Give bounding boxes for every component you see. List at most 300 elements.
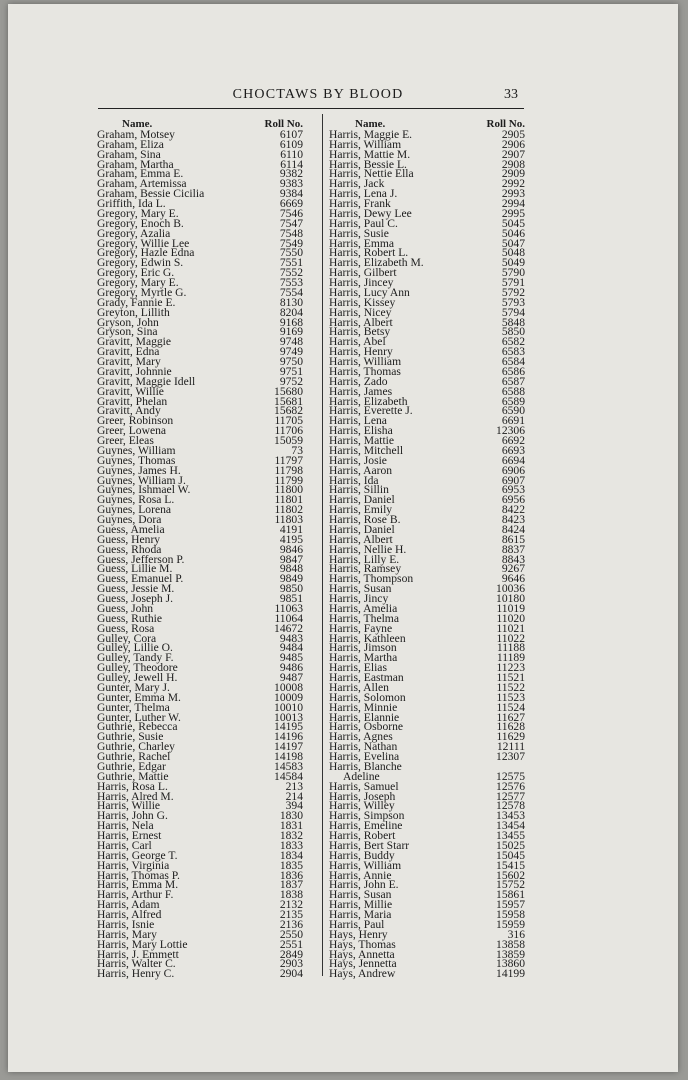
entry-roll-number: 6907 xyxy=(501,473,525,487)
entry-roll-number: 7553 xyxy=(279,276,303,289)
entry-name: Harris, Kathleen xyxy=(329,631,406,645)
entry-roll-number: 10180 xyxy=(496,592,525,605)
entry-roll-number: 214 xyxy=(285,789,303,803)
entry-roll-number: 11706 xyxy=(274,424,303,438)
entry-roll-number: 9848 xyxy=(279,562,303,576)
entry-roll-number: 11800 xyxy=(274,483,303,497)
entry-name: Hays, Henry xyxy=(329,927,388,941)
entry-roll-number: 15025 xyxy=(496,838,525,852)
entry-roll-number: 9849 xyxy=(279,572,303,586)
entry-name: Adeline xyxy=(343,769,380,783)
header-rule xyxy=(98,108,524,109)
entry-name: Harris, Willey xyxy=(329,799,395,813)
entry-roll-number: 15059 xyxy=(274,434,303,447)
entry-roll-number: 9487 xyxy=(279,671,303,684)
entry-roll-number: 5850 xyxy=(501,325,525,339)
entry-name: Harris, Rose B. xyxy=(329,513,401,526)
entry-name: Harris, Lena xyxy=(329,414,387,428)
entry-roll-number: 11627 xyxy=(496,710,525,724)
entry-name: Harris, Lucy Ann xyxy=(329,285,410,299)
entry-roll-number: 15415 xyxy=(496,858,525,872)
entry-roll-number: 6583 xyxy=(501,345,525,359)
entry-roll-number: 9851 xyxy=(279,592,303,605)
entry-roll-number: 9846 xyxy=(279,542,303,556)
entry-name: Harris, Lilly E. xyxy=(329,552,400,566)
entry-name: Harris, Allen xyxy=(329,680,389,694)
entry-name: Harris, Josie xyxy=(329,453,387,467)
entry-roll-number: 9168 xyxy=(279,315,303,329)
entry-name: Harris, Henry xyxy=(329,345,393,359)
entry-roll-number: 1831 xyxy=(279,819,303,833)
entry-name: Gunter, Luther W. xyxy=(97,710,181,724)
entry-name: Harris, Solomon xyxy=(329,690,406,704)
entry-roll-number: 2994 xyxy=(501,197,525,210)
entry-roll-number: 6584 xyxy=(501,355,525,368)
entry-roll-number: 7547 xyxy=(279,216,303,230)
entry-roll-number: 8843 xyxy=(501,552,525,566)
entry-roll-number: 2909 xyxy=(501,167,525,181)
entry-name: Graham, Artemissa xyxy=(97,177,187,191)
entry-name: Harris, Abel xyxy=(329,335,386,349)
entry-name: Harris, Nathan xyxy=(329,740,398,754)
entry-roll-number: 1838 xyxy=(279,888,303,902)
entry-roll-number: 8837 xyxy=(501,542,525,556)
entry-name: Harris, Osborne xyxy=(329,720,404,734)
entry-roll-number: 11189 xyxy=(496,651,525,665)
entry-roll-number: 5046 xyxy=(501,226,525,240)
entry-roll-number: 7552 xyxy=(279,266,303,280)
entry-name: Harris, Emma xyxy=(329,236,395,250)
entry-name: Harris, Minnie xyxy=(329,700,398,714)
entry-roll-number: 11798 xyxy=(274,463,303,477)
entry-name: Harris, Willie xyxy=(97,799,161,813)
entry-name: Harris, Fayne xyxy=(329,621,393,635)
entry-roll-number: 2135 xyxy=(279,908,303,921)
entry-name: Harris, Jack xyxy=(329,177,385,191)
entry-name: Greyton, Lillith xyxy=(97,305,170,319)
entry-name: Harris, Martha xyxy=(329,651,398,665)
entry-roll-number: 6590 xyxy=(501,404,525,418)
entry-name: Harris, Mary xyxy=(97,927,157,941)
entry-name: Harris, Blanche xyxy=(329,759,402,773)
entry-name: Harris, Samuel xyxy=(329,779,399,793)
entry-name: Guess, Henry xyxy=(97,532,161,546)
entry-name: Harris, Simpson xyxy=(329,809,405,823)
entry-name: Guynes, Rosa L. xyxy=(97,493,175,507)
entry-roll-number: 5790 xyxy=(501,266,525,280)
entry-name: Gregory, Mary E. xyxy=(97,206,179,220)
entry-name: Gravitt, Willie xyxy=(97,384,164,398)
entry-name: Guess, Rhoda xyxy=(97,542,162,556)
entry-name: Guynes, Dora xyxy=(97,513,162,526)
entry-roll-number: 8130 xyxy=(279,295,303,309)
entry-name: Guess, Amelia xyxy=(97,522,165,536)
entry-roll-number: 8423 xyxy=(501,513,525,526)
entry-name: Guthrie, Edgar xyxy=(97,759,166,773)
name-header: Name. xyxy=(355,118,386,130)
entry-roll-number: 15681 xyxy=(274,394,303,408)
entry-name: Harris, Rosa L. xyxy=(97,779,168,793)
entry-roll-number: 15682 xyxy=(274,404,303,418)
entry-name: Harris, Mattie M. xyxy=(329,147,411,161)
entry-name: Harris, George T. xyxy=(97,848,178,862)
entry-name: Harris, Betsy xyxy=(329,325,391,339)
entry-name: Harris, William xyxy=(329,355,402,368)
entry-roll-number: 2849 xyxy=(279,947,303,961)
entry-name: Harris, Mattie xyxy=(329,434,395,447)
entry-name: Harris, Evelina xyxy=(329,750,400,763)
entry-name: Graham, Bessie Cicilia xyxy=(97,187,205,201)
entry-name: Guynes, William xyxy=(97,443,176,457)
entry-name: Harris, Arthur F. xyxy=(97,888,174,902)
entry-name: Graham, Emma E. xyxy=(97,167,184,181)
entry-roll-number: 9384 xyxy=(279,187,303,201)
entry-name: Guynes, Thomas xyxy=(97,453,176,467)
entry-roll-number: 11223 xyxy=(496,661,525,675)
entry-name: Gravitt, Andy xyxy=(97,404,161,418)
entry-roll-number: 8424 xyxy=(501,522,525,536)
entry-name: Guthrie, Charley xyxy=(97,740,175,754)
entry-roll-number: 15752 xyxy=(496,878,525,892)
entry-name: Guess, Lillie M. xyxy=(97,562,173,576)
entry-roll-number: 9382 xyxy=(279,167,303,181)
entry-name: Harris, Maggie E. xyxy=(329,127,413,141)
entry-roll-number: 9169 xyxy=(279,325,303,339)
entry-roll-number: 10010 xyxy=(274,700,303,714)
entry-name: Harris, Alred M. xyxy=(97,789,174,803)
roll-entry xyxy=(97,969,303,979)
entry-roll-number: 12111 xyxy=(496,740,525,754)
entry-roll-number: 14195 xyxy=(274,720,303,734)
entry-name: Harris, Lena J. xyxy=(329,187,398,201)
entry-name: Griffith, Ida L. xyxy=(97,197,166,210)
entry-roll-number: 15861 xyxy=(496,888,525,902)
entry-roll-number: 12576 xyxy=(496,779,525,793)
entry-roll-number: 2903 xyxy=(279,957,303,971)
roll-header: Roll No. xyxy=(486,118,525,130)
entry-roll-number: 6691 xyxy=(501,414,525,428)
entry-roll-number: 6587 xyxy=(501,374,525,388)
entry-roll-number: 14199 xyxy=(496,967,525,981)
entry-roll-number: 4191 xyxy=(279,522,303,536)
entry-roll-number: 11063 xyxy=(274,601,303,615)
entry-name: Harris, Emeline xyxy=(329,819,403,833)
entry-name: Greer, Eleas xyxy=(97,434,154,447)
entry-roll-number: 14584 xyxy=(274,769,303,783)
entry-roll-number: 13453 xyxy=(496,809,525,823)
entry-roll-number: 73 xyxy=(291,443,303,457)
entry-roll-number: 9486 xyxy=(279,661,303,675)
entry-roll-number: 15045 xyxy=(496,848,525,862)
entry-name: Harris, Walter C. xyxy=(97,957,176,971)
entry-name: Harris, Everette J. xyxy=(329,404,413,418)
entry-roll-number: 14672 xyxy=(274,621,303,635)
entry-name: Gravitt, Phelan xyxy=(97,394,168,408)
entry-name: Harris, Aaron xyxy=(329,463,393,477)
entry-name: Harris, Virginia xyxy=(97,858,170,872)
entry-name: Guess, Jefferson P. xyxy=(97,552,185,566)
entry-roll-number: 11797 xyxy=(274,453,303,467)
entry-name: Gregory, Azalia xyxy=(97,226,171,240)
entry-roll-number: 394 xyxy=(285,799,303,813)
entry-roll-number: 2550 xyxy=(279,927,303,941)
entry-name: Hays, Thomas xyxy=(329,937,396,951)
entry-roll-number: 11188 xyxy=(496,641,525,655)
entry-roll-number: 15957 xyxy=(496,898,525,912)
entry-roll-number: 13455 xyxy=(496,829,525,842)
entry-roll-number: 1834 xyxy=(279,848,303,862)
entry-name: Gulley, Lillie O. xyxy=(97,641,173,655)
entry-name: Harris, Thelma xyxy=(329,611,399,625)
entry-roll-number: 6953 xyxy=(501,483,525,497)
entry-name: Harris, John E. xyxy=(329,878,399,892)
entry-roll-number: 13859 xyxy=(496,947,525,961)
entry-name: Harris, Thomas xyxy=(329,364,401,378)
left-column xyxy=(97,120,303,979)
entry-name: Harris, Bessie L. xyxy=(329,157,407,171)
entry-roll-number: 12577 xyxy=(496,789,525,803)
entry-roll-number: 2907 xyxy=(501,147,525,161)
entry-name: Hays, Annetta xyxy=(329,947,395,961)
entry-name: Harris, Adam xyxy=(97,898,160,912)
entry-name: Harris, Emily xyxy=(329,503,393,517)
entry-roll-number: 1830 xyxy=(279,809,303,823)
entry-roll-number: 2908 xyxy=(501,157,525,171)
entry-roll-number: 2992 xyxy=(501,177,525,191)
entry-name: Harris, Agnes xyxy=(329,730,393,744)
entry-name: Hays, Jennetta xyxy=(329,957,397,971)
entry-name: Guess, Emanuel P. xyxy=(97,572,184,586)
page-number: 33 xyxy=(504,87,518,102)
entry-name: Gravitt, Johnnie xyxy=(97,364,172,378)
entry-roll-number: 11022 xyxy=(496,631,525,645)
entry-name: Harris, Eastman xyxy=(329,671,404,684)
entry-roll-number: 2995 xyxy=(501,206,525,220)
entry-roll-number: 14198 xyxy=(274,750,303,763)
entry-roll-number: 1835 xyxy=(279,858,303,872)
entry-name: Harris, Buddy xyxy=(329,848,395,862)
entry-name: Gregory, Edwin S. xyxy=(97,256,184,270)
entry-name: Harris, Jimson xyxy=(329,641,397,655)
entry-roll-number: 14196 xyxy=(274,730,303,744)
entry-name: Harris, Sillin xyxy=(329,483,389,497)
entry-name: Guynes, James H. xyxy=(97,463,181,477)
entry-roll-number: 11705 xyxy=(274,414,303,428)
entry-roll-number: 2136 xyxy=(279,917,303,931)
entry-name: Harris, Mary Lottie xyxy=(97,937,188,951)
entry-roll-number: 6114 xyxy=(280,157,303,171)
entry-name: Gravitt, Edna xyxy=(97,345,160,359)
entry-name: Graham, Martha xyxy=(97,157,174,171)
entry-roll-number: 1832 xyxy=(279,829,303,842)
entry-roll-number: 7551 xyxy=(279,256,303,270)
entry-name: Harris, Robert xyxy=(329,829,396,842)
entry-roll-number: 9748 xyxy=(279,335,303,349)
entry-roll-number: 6692 xyxy=(501,434,525,447)
entry-roll-number: 316 xyxy=(507,927,525,941)
entry-name: Hays, Andrew xyxy=(329,967,396,981)
right-column xyxy=(329,120,525,979)
entry-roll-number: 8422 xyxy=(501,503,525,517)
entry-name: Harris, Robert L. xyxy=(329,246,409,260)
entry-name: Harris, Millie xyxy=(329,898,393,912)
entry-roll-number: 15959 xyxy=(496,917,525,931)
entry-name: Harris, Susan xyxy=(329,582,392,596)
entry-name: Gregory, Hazle Edna xyxy=(97,246,195,260)
entry-name: Gryson, John xyxy=(97,315,159,329)
entry-roll-number: 5791 xyxy=(501,276,525,289)
entry-roll-number: 1837 xyxy=(279,878,303,892)
entry-roll-number: 2993 xyxy=(501,187,525,201)
entry-roll-number: 11801 xyxy=(274,493,303,507)
entry-roll-number: 6588 xyxy=(501,384,525,398)
entry-roll-number: 1833 xyxy=(279,838,303,852)
entry-roll-number: 10008 xyxy=(274,680,303,694)
entry-roll-number: 7550 xyxy=(279,246,303,260)
entry-name: Gryson, Sina xyxy=(97,325,158,339)
entry-roll-number: 9847 xyxy=(279,552,303,566)
entry-roll-number: 8204 xyxy=(279,305,303,319)
entry-name: Gulley, Tandy F. xyxy=(97,651,174,665)
entry-roll-number: 11021 xyxy=(496,621,525,635)
entry-name: Gravitt, Maggie xyxy=(97,335,172,349)
entry-name: Gunter, Thelma xyxy=(97,700,170,714)
entry-name: Harris, Kissey xyxy=(329,295,396,309)
entry-name: Guynes, Ishmael W. xyxy=(97,483,191,497)
entry-name: Harris, Jincy xyxy=(329,592,389,605)
entry-roll-number: 5793 xyxy=(501,295,525,309)
entry-roll-number: 9485 xyxy=(279,651,303,665)
entry-name: Harris, Elizabeth xyxy=(329,394,408,408)
entry-roll-number: 8615 xyxy=(501,532,525,546)
entry-name: Harris, Jincey xyxy=(329,276,394,289)
entry-name: Guthrie, Rachel xyxy=(97,750,171,763)
entry-name: Harris, Paul xyxy=(329,917,385,931)
entry-name: Gravitt, Maggie Idell xyxy=(97,374,196,388)
entry-roll-number: 15602 xyxy=(496,868,525,882)
entry-roll-number: 9483 xyxy=(279,631,303,645)
entry-name: Gravitt, Mary xyxy=(97,355,161,368)
entry-roll-number: 15958 xyxy=(496,908,525,921)
entry-roll-number: 13860 xyxy=(496,957,525,971)
entry-name: Harris, Annie xyxy=(329,868,392,882)
entry-name: Harris, Ernest xyxy=(97,829,162,842)
entry-roll-number: 11019 xyxy=(496,601,525,615)
entry-name: Harris, Thompson xyxy=(329,572,414,586)
entry-name: Gunter, Emma M. xyxy=(97,690,181,704)
entry-name: Harris, Nellie H. xyxy=(329,542,407,556)
entry-name: Gregory, Eric G. xyxy=(97,266,175,280)
entry-name: Harris, Albert xyxy=(329,315,393,329)
entry-roll-number: 2905 xyxy=(501,127,525,141)
entry-name: Guess, Rosa xyxy=(97,621,155,635)
entry-name: Harris, James xyxy=(329,384,393,398)
entry-name: Harris, J. Emmett xyxy=(97,947,179,961)
entry-roll-number: 9751 xyxy=(279,364,303,378)
entry-name: Harris, Elias xyxy=(329,661,387,675)
entry-name: Harris, Emma M. xyxy=(97,878,179,892)
entry-roll-number: 11799 xyxy=(274,473,303,487)
entry-roll-number: 14197 xyxy=(274,740,303,754)
entry-name: Harris, Elizabeth M. xyxy=(329,256,424,270)
entry-roll-number: 12575 xyxy=(496,769,525,783)
entry-name: Harris, Amelia xyxy=(329,601,398,615)
entry-roll-number: 9850 xyxy=(279,582,303,596)
entry-name: Gregory, Enoch B. xyxy=(97,216,184,230)
entry-roll-number: 11522 xyxy=(496,680,525,694)
entry-name: Harris, Maria xyxy=(329,908,392,921)
entry-roll-number: 6694 xyxy=(501,453,525,467)
entry-name: Guthrie, Rebecca xyxy=(97,720,178,734)
entry-name: Harris, Alfred xyxy=(97,908,162,921)
entry-name: Harris, Albert xyxy=(329,532,393,546)
entry-name: Gregory, Mary E. xyxy=(97,276,179,289)
entry-roll-number: 6109 xyxy=(279,137,303,151)
entry-roll-number: 9484 xyxy=(279,641,303,655)
entry-roll-number: 9646 xyxy=(501,572,525,586)
entry-name: Harris, Mitchell xyxy=(329,443,404,457)
entry-name: Guess, Jessie M. xyxy=(97,582,175,596)
entry-name: Gulley, Jewell H. xyxy=(97,671,178,684)
entry-name: Harris, Ida xyxy=(329,473,379,487)
entry-name: Guess, John xyxy=(97,601,154,615)
entry-name: Guynes, William J. xyxy=(97,473,186,487)
entry-roll-number: 10036 xyxy=(496,582,525,596)
entry-name: Harris, William xyxy=(329,858,402,872)
entry-name: Harris, Susie xyxy=(329,226,389,240)
entry-name: Gregory, Willie Lee xyxy=(97,236,190,250)
entry-name: Harris, Isnie xyxy=(97,917,155,931)
page-title: CHOCTAWS BY BLOOD xyxy=(232,87,404,102)
entry-roll-number: 11628 xyxy=(496,720,525,734)
entry-roll-number: 13454 xyxy=(496,819,525,833)
entry-roll-number: 11064 xyxy=(274,611,303,625)
entry-name: Guthrie, Susie xyxy=(97,730,164,744)
entry-roll-number: 13858 xyxy=(496,937,525,951)
entry-name: Graham, Sina xyxy=(97,147,161,161)
entry-name: Harris, Frank xyxy=(329,197,391,210)
entry-roll-number: 7548 xyxy=(279,226,303,240)
roll-entry xyxy=(329,969,525,979)
roll-header: Roll No. xyxy=(264,118,303,130)
entry-name: Greer, Lowena xyxy=(97,424,167,438)
entry-name: Gulley, Theodore xyxy=(97,661,178,675)
entry-name: Harris, William xyxy=(329,137,402,151)
entry-roll-number: 7554 xyxy=(279,285,303,299)
entry-roll-number: 9383 xyxy=(279,177,303,191)
entry-roll-number: 6110 xyxy=(280,147,303,161)
entry-roll-number: 5045 xyxy=(501,216,525,230)
entry-roll-number: 11802 xyxy=(274,503,303,517)
entry-roll-number: 12307 xyxy=(496,750,525,763)
entry-roll-number: 11803 xyxy=(274,513,303,526)
entry-name: Gregory, Myrtle G. xyxy=(97,285,187,299)
entry-roll-number: 5794 xyxy=(501,305,525,319)
entry-roll-number: 4195 xyxy=(279,532,303,546)
entry-roll-number: 11523 xyxy=(496,690,525,704)
entry-roll-number: 6107 xyxy=(279,127,303,141)
entry-name: Harris, Henry C. xyxy=(97,967,175,981)
entry-roll-number: 11020 xyxy=(496,611,525,625)
entry-name: Guess, Joseph J. xyxy=(97,592,174,605)
entry-roll-number: 9749 xyxy=(279,345,303,359)
entry-roll-number: 10009 xyxy=(274,690,303,704)
entry-roll-number: 10013 xyxy=(274,710,303,724)
entry-name: Harris, Susan xyxy=(329,888,392,902)
entry-name: Harris, Bert Starr xyxy=(329,838,410,852)
entry-name: Harris, Elannie xyxy=(329,710,400,724)
entry-roll-number: 12578 xyxy=(496,799,525,813)
